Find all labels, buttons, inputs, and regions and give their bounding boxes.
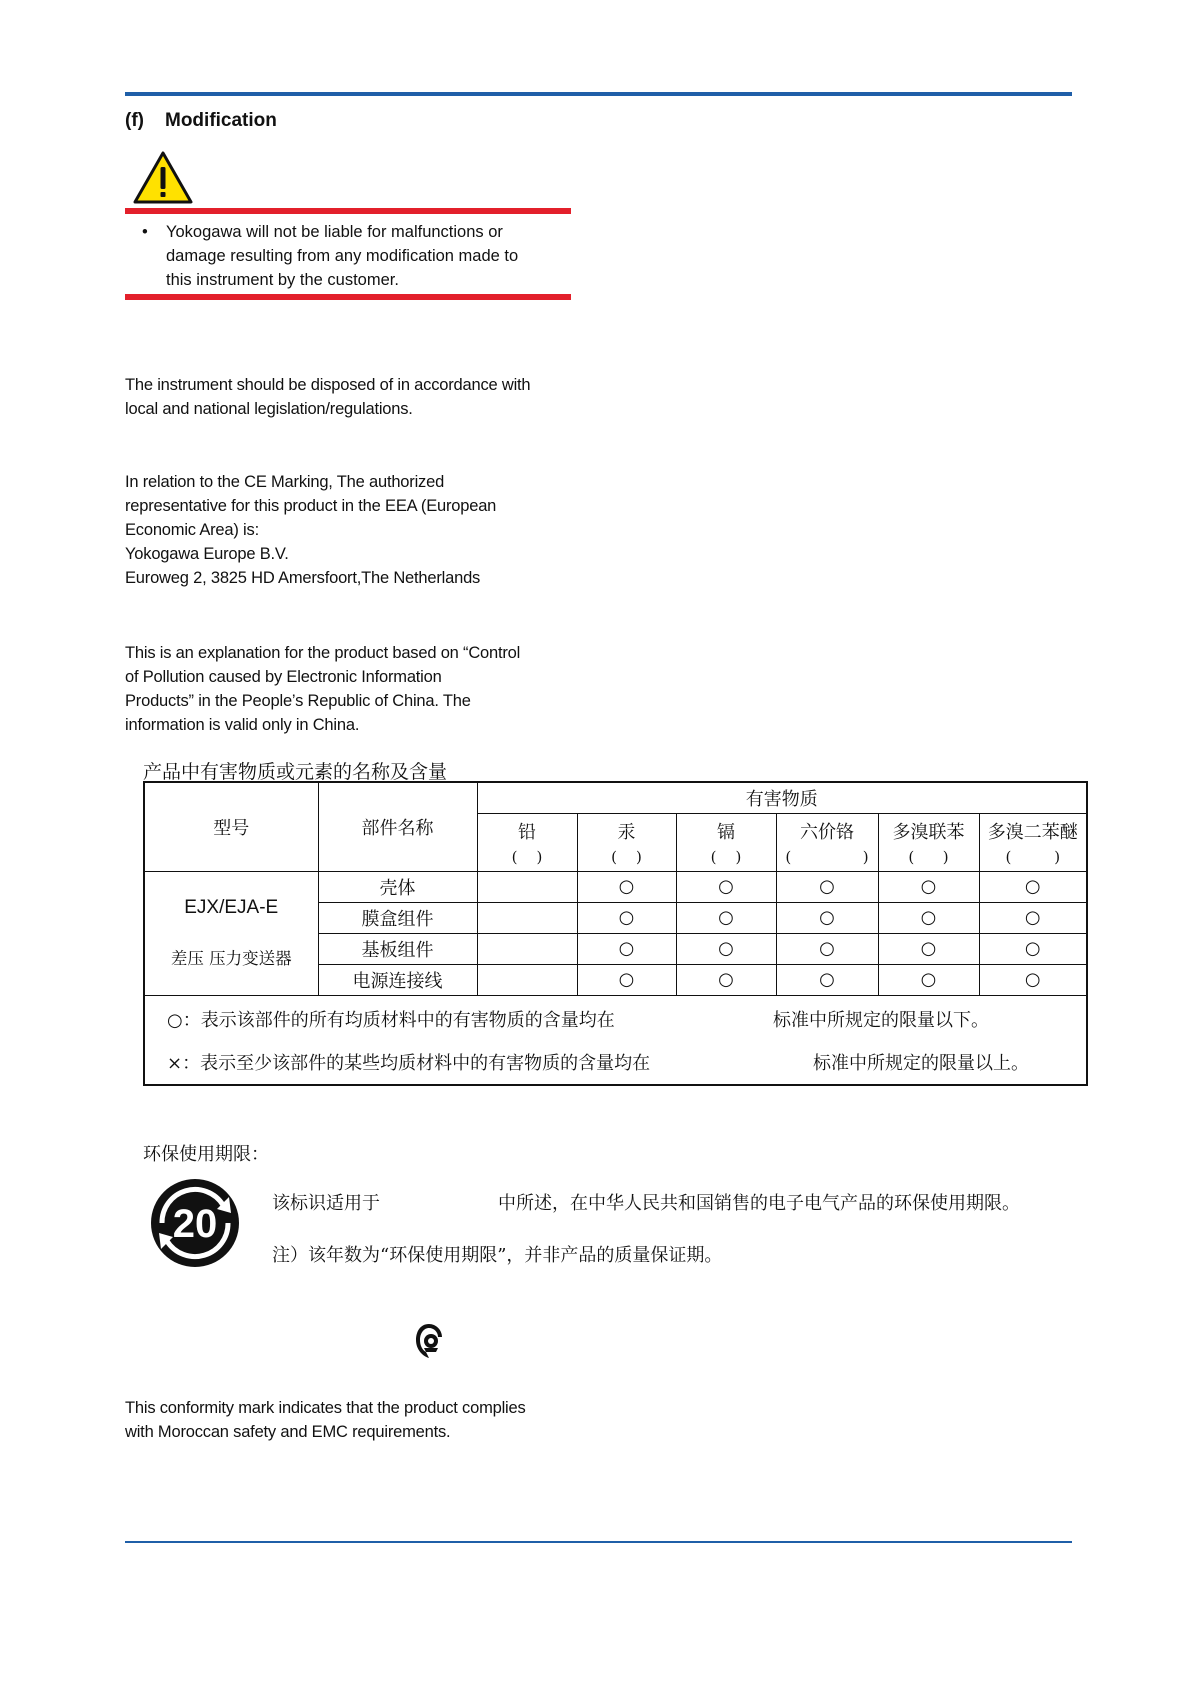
warning-triangle-icon	[132, 150, 194, 205]
text-line: of Pollution caused by Electronic Information	[125, 668, 442, 686]
substance-name: 铅	[518, 822, 536, 843]
substance-name: 多溴联苯	[892, 822, 965, 843]
text-line: This conformity mark indicates that the product complies	[125, 1399, 526, 1417]
substance-name: 六价铬	[800, 822, 854, 843]
text-line: The instrument should be disposed of in accordance with	[125, 376, 531, 394]
mark-cell	[477, 871, 577, 902]
mark-cell: ○	[776, 871, 878, 902]
warning-line: Yokogawa will not be liable for malfunctions or	[166, 223, 503, 241]
mark-cell: ○	[676, 871, 776, 902]
substance-symbol: ( )	[611, 848, 642, 866]
rohs-table	[143, 781, 1088, 1086]
substance-symbol: ( )	[1005, 848, 1061, 866]
mark-cell: ○	[776, 902, 878, 933]
substance-symbol: ( )	[785, 848, 869, 866]
epup-20-year-logo	[143, 1175, 247, 1270]
mark-cell: ○	[776, 964, 878, 995]
mark-cell	[477, 902, 577, 933]
substance-symbol: ( )	[908, 848, 949, 866]
legend-circle-text: ○：表示该部件的所有均质材料中的有害物质的含量均在	[167, 1010, 615, 1031]
text-line: This is an explanation for the product based on “Control	[125, 644, 521, 662]
table-caption: 产品中有害物质或元素的名称及含量	[143, 761, 448, 783]
cmim-conformity-mark-icon	[414, 1322, 444, 1360]
eco-line-1	[272, 1189, 1020, 1215]
section-title: Modification	[165, 110, 277, 131]
ce-paragraph	[125, 470, 585, 590]
warning-bar-top	[125, 208, 571, 214]
substance-symbol: ( )	[511, 848, 543, 866]
warning-text	[142, 220, 562, 292]
china-paragraph	[125, 641, 585, 737]
model-name: EJX/EJA-E	[184, 897, 279, 918]
substance-header	[676, 813, 776, 871]
substance-name: 多溴二苯醚	[987, 822, 1078, 843]
mark-cell: ○	[676, 902, 776, 933]
mark-cell: ○	[577, 871, 676, 902]
text-line: local and national legislation/regulations.	[125, 400, 413, 418]
substance-name: 镉	[717, 822, 735, 843]
eco-line-1-a: 该标识适用于	[272, 1193, 380, 1214]
header-part: 部件名称	[318, 783, 477, 871]
part-name: 电源连接线	[318, 964, 477, 995]
morocco-paragraph	[125, 1396, 605, 1444]
header-model: 型号	[145, 783, 318, 871]
warning-bar-bottom	[125, 294, 571, 300]
text-line: information is valid only in China.	[125, 716, 360, 734]
part-name: 膜盒组件	[318, 902, 477, 933]
eco-period-label: 环保使用期限：	[143, 1144, 269, 1165]
disposal-paragraph	[125, 373, 585, 421]
warning-bullet: •	[142, 223, 148, 241]
part-name: 壳体	[318, 871, 477, 902]
substance-header	[577, 813, 676, 871]
mark-cell: ○	[577, 902, 676, 933]
legend-cross-text: ×：表示至少该部件的某些均质材料中的有害物质的含量均在	[167, 1053, 651, 1074]
legend-circle-standard: 标准中所规定的限量以下。	[773, 1010, 989, 1031]
warning-line: damage resulting from any modification made to	[166, 247, 519, 265]
text-line: with Moroccan safety and EMC requirements.	[125, 1423, 451, 1441]
text-line: Euroweg 2, 3825 HD Amersfoort,The Netherlands	[125, 569, 481, 587]
epup-number: 20	[172, 1202, 218, 1246]
text-line: Yokogawa Europe B.V.	[125, 545, 289, 563]
mark-cell: ○	[676, 933, 776, 964]
eco-line-1-b: 中所述，在中华人民共和国销售的电子电气产品的环保使用期限。	[498, 1193, 1020, 1214]
mark-cell: ○	[878, 964, 979, 995]
mark-cell: ○	[878, 902, 979, 933]
substance-header	[878, 813, 979, 871]
header-hazardous: 有害物质	[477, 783, 1086, 813]
mark-cell: ○	[776, 933, 878, 964]
mark-cell: ○	[878, 933, 979, 964]
section-heading	[125, 110, 277, 132]
mark-cell: ○	[577, 964, 676, 995]
eco-line-2: 注）该年数为“环保使用期限”，并非产品的质量保证期。	[272, 1245, 723, 1266]
mark-cell: ○	[676, 964, 776, 995]
substance-header	[979, 813, 1086, 871]
text-line: In relation to the CE Marking, The authorized	[125, 473, 445, 491]
substance-header	[477, 813, 577, 871]
mark-cell: ○	[979, 871, 1086, 902]
mark-cell: ○	[979, 933, 1086, 964]
model-description: 差压 压力变送器	[170, 949, 292, 968]
bottom-rule	[125, 1541, 1072, 1543]
part-name: 基板组件	[318, 933, 477, 964]
text-line: representative for this product in the EEA (European	[125, 497, 497, 515]
legend-cross-standard: 标准中所规定的限量以上。	[813, 1053, 1029, 1074]
mark-cell: ○	[979, 902, 1086, 933]
substance-header	[776, 813, 878, 871]
text-line: Products” in the People’s Republic of China. The	[125, 692, 471, 710]
substance-name: 汞	[617, 822, 636, 843]
mark-cell: ○	[878, 871, 979, 902]
substance-symbol: ( )	[710, 848, 742, 866]
section-number: (f)	[125, 110, 144, 131]
top-rule	[125, 92, 1072, 96]
mark-cell: ○	[577, 933, 676, 964]
text-line: Economic Area) is:	[125, 521, 259, 539]
mark-cell	[477, 964, 577, 995]
model-cell	[145, 871, 318, 995]
mark-cell: ○	[979, 964, 1086, 995]
mark-cell	[477, 933, 577, 964]
warning-line: this instrument by the customer.	[166, 271, 399, 289]
